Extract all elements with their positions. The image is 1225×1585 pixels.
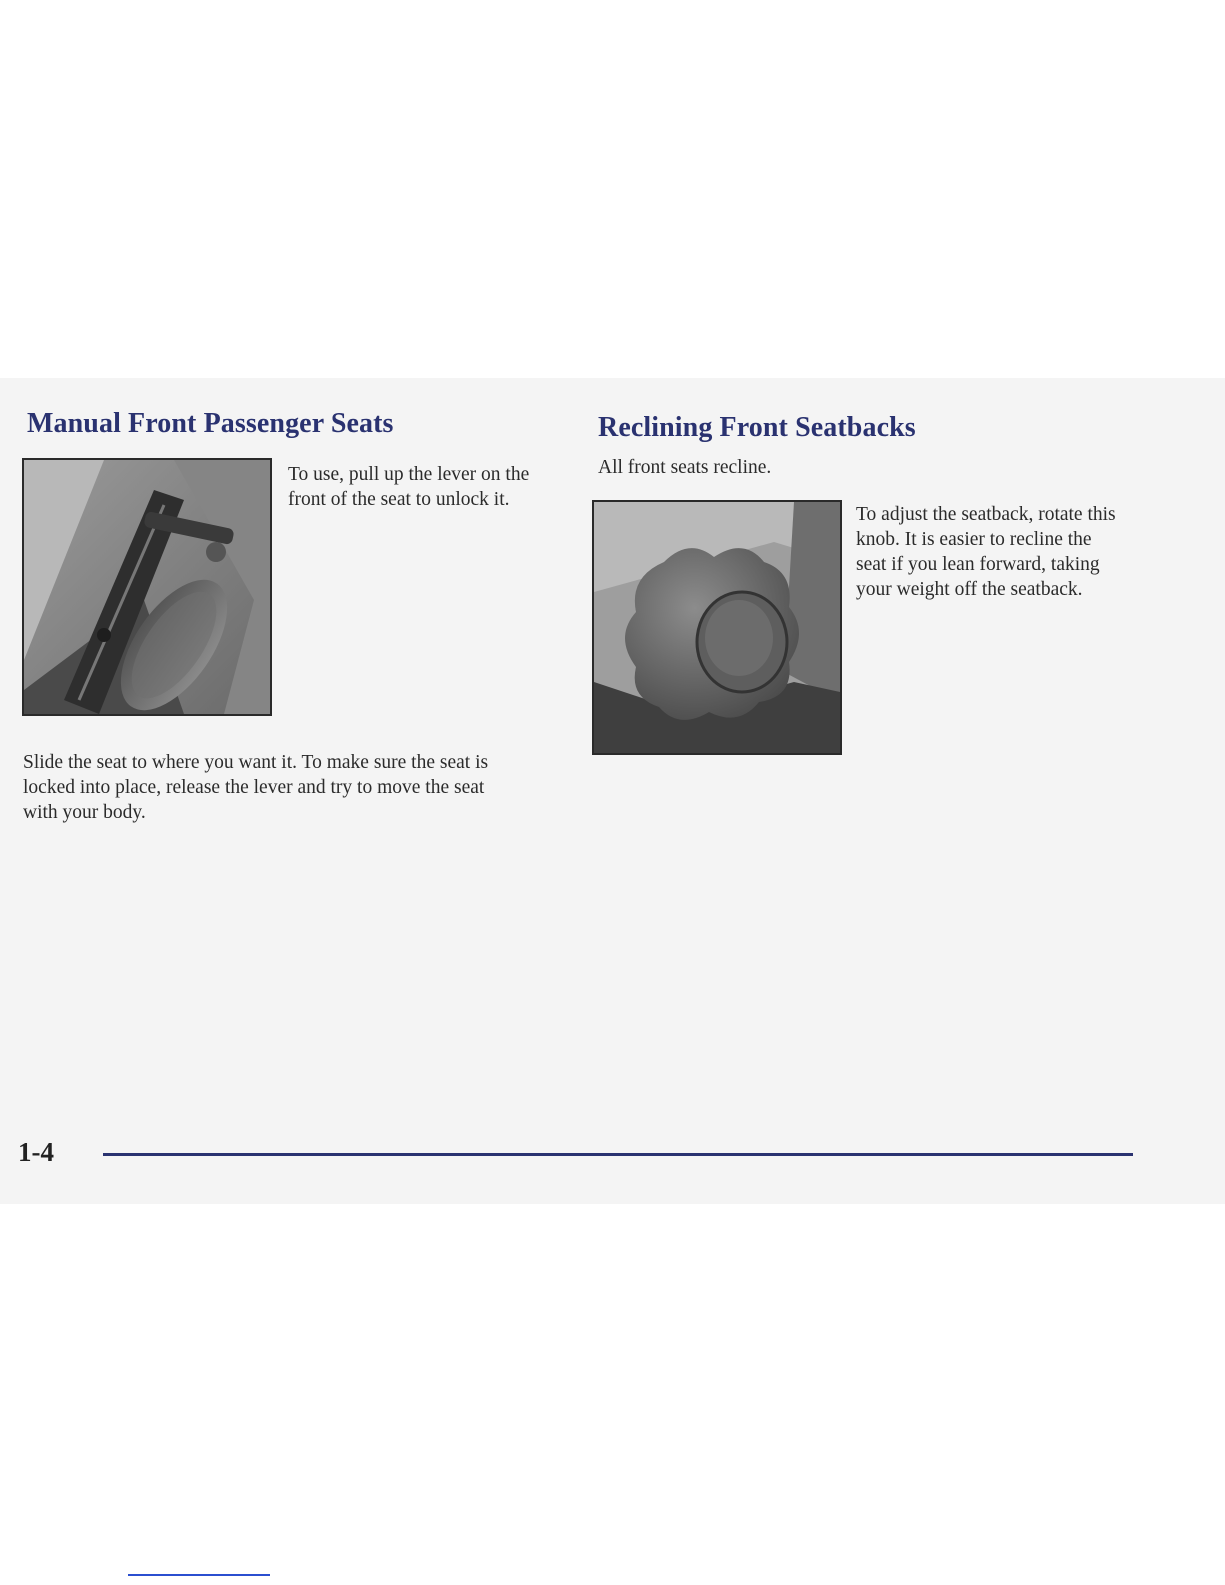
right-body-text: To adjust the seatback, rotate this knob. It is easier to recline the seat if you lean forward, taking your weight off the seatback. (856, 504, 1116, 600)
right-intro-text: All front seats recline. (598, 457, 772, 478)
seat-lever-illustration (24, 460, 270, 714)
bottom-link-underline (128, 1574, 270, 1576)
footer-rule (103, 1153, 1133, 1156)
right-section-heading: Reclining Front Seatbacks (598, 412, 916, 443)
recline-knob-photo (592, 500, 842, 755)
left-intro-text: To use, pull up the lever on the front of the seat to unlock it. (288, 464, 530, 510)
left-section-heading: Manual Front Passenger Seats (27, 408, 394, 439)
seat-lever-photo (22, 458, 272, 716)
left-body-text: Slide the seat to where you want it. To make sure the seat is locked into place, release the lever and try to move the seat with your body. (23, 752, 489, 823)
recline-knob-illustration (594, 502, 840, 753)
page-number: 1-4 (18, 1137, 54, 1167)
